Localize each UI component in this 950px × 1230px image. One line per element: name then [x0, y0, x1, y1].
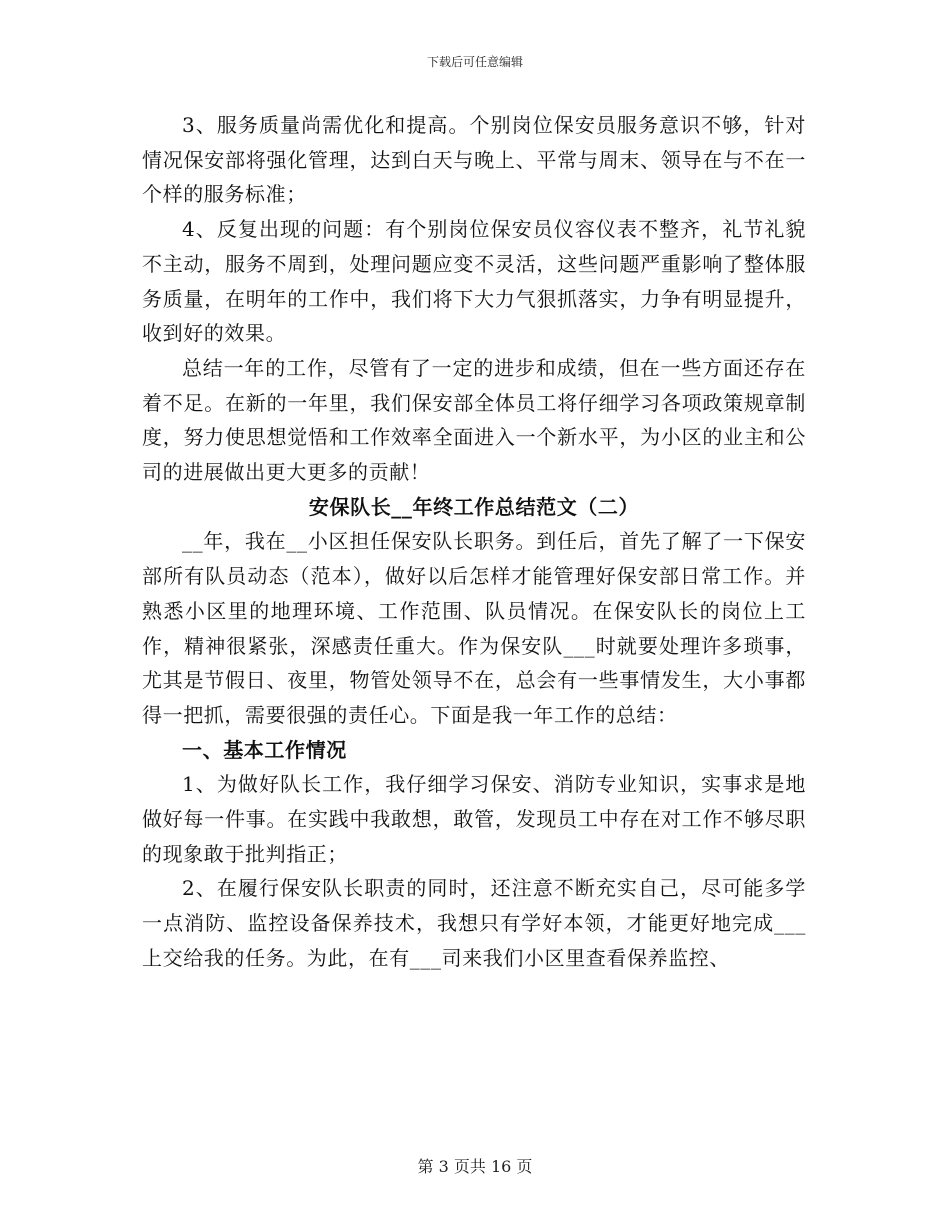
- paragraph-year-summary: 总结一年的工作，尽管有了一定的进步和成绩，但在一些方面还存在着不足。在新的一年里，我们保安部全体员工将仔细学习各项政策规章制度，努力使思想觉悟和工作效率全面进入一个新水平，为小区的业主和公司的进展做出更大更多的贡献！: [142, 355, 806, 485]
- paragraph-recurring-issues: 4、反复出现的问题：有个别岗位保安员仪容仪表不整齐，礼节礼貌不主动，服务不周到，处理问题应变不灵活，这些问题严重影响了整体服务质量，在明年的工作中，我们将下大力气狠抓落实，力争有明显提升，收到好的效果。: [142, 217, 806, 346]
- sub-heading-basic-work: 一、基本工作情况: [182, 737, 347, 762]
- document-body: [142, 108, 806, 976]
- paragraph-service-quality: 3、服务质量尚需优化和提高。个别岗位保安员服务意识不够，针对情况保安部将强化管理，达到白天与晚上、平常与周末、领导在与不在一个样的服务标准；: [142, 113, 806, 207]
- page-footer: 第 3 页共 16 页: [417, 1157, 533, 1176]
- section-title: 安保队长__年终工作总结范文（二）: [308, 494, 640, 519]
- page-header: 下载后可任意编辑: [426, 55, 523, 69]
- paragraph-item-1: 1、为做好队长工作，我仔细学习保安、消防专业知识，实事求是地做好每一件事。在实践中我敢想，敢管，发现员工中存在对工作不够尽职的现象敢于批判指正；: [142, 772, 806, 866]
- paragraph-item-2: 2、在履行保安队长职责的同时，还注意不断充实自己，尽可能多学一点消防、监控设备保养技术，我想只有学好本领，才能更好地完成___上交给我的任务。为此，在有___司来我们小区里查看保养监控、: [142, 876, 806, 970]
- paragraph-introduction: __年，我在__小区担任保安队长职务。到任后，首先了解了一下保安部所有队员动态（范本），做好以后怎样才能管理好保安部日常工作。并熟悉小区里的地理环境、工作范围、队员情况。在保安队长的岗位上工作，精神很紧张，深感责任重大。作为保安队___时就要处理许多琐事，尤其是节假日、夜里，物管处领导不在，总会有一些事情发生，大小事都得一把抓，需要很强的责任心。下面是我一年工作的总结：: [142, 529, 806, 727]
